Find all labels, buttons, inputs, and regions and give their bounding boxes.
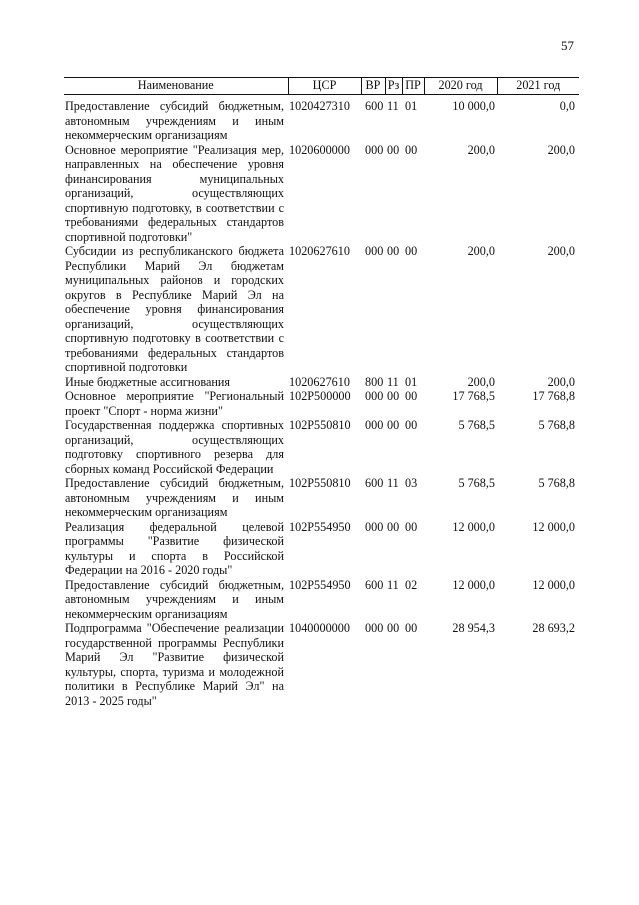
row-csr: 1020627610 xyxy=(289,244,350,258)
row-2021: 5 768,8 xyxy=(538,418,575,432)
row-2020: 17 768,5 xyxy=(452,389,495,403)
table-row xyxy=(64,244,579,375)
row-2021: 17 768,8 xyxy=(532,389,575,403)
page-number: 57 xyxy=(561,38,574,53)
row-vr: 600 xyxy=(365,476,384,490)
row-name: Предоставление субсидий бюджетным, автономным учреждениям и иным некоммерческим организациям xyxy=(65,476,284,519)
row-name: Субсидии из республиканского бюджета Республики Марий Эл бюджетам муниципальных районов и городских округов в Республике Марий Эл на обеспечение уровня финансирования организаций, осуществляющих спортивную подготовку в соответствии с требованиями федеральных стандартов спортивной подготовки xyxy=(65,244,284,374)
row-csr: 102P554950 xyxy=(289,577,351,592)
table-row xyxy=(64,95,579,143)
row-csr: 102P500000 xyxy=(289,389,351,403)
header-name: Наименование xyxy=(64,78,288,95)
row-csr: 1020600000 xyxy=(289,142,350,157)
header-vr: ВР xyxy=(361,78,385,95)
table-body xyxy=(64,95,579,709)
row-2021: 28 693,2 xyxy=(532,621,575,635)
row-vr: 000 xyxy=(365,519,384,534)
row-pr: 00 xyxy=(405,142,418,157)
row-pr: 01 xyxy=(405,374,418,389)
row-2020: 200,0 xyxy=(467,142,495,157)
row-2020: 12 000,0 xyxy=(452,519,495,534)
row-vr: 600 xyxy=(365,99,384,113)
table-header-row xyxy=(64,78,579,95)
table-row xyxy=(64,621,579,708)
header-pr: ПР xyxy=(402,78,424,95)
row-pr: 01 xyxy=(405,99,418,113)
row-rz: 00 xyxy=(387,142,400,157)
row-vr: 000 xyxy=(365,244,384,258)
row-vr: 600 xyxy=(365,577,384,592)
row-vr: 000 xyxy=(365,621,384,635)
row-2021: 12 000,0 xyxy=(532,519,575,534)
table-row xyxy=(64,476,579,520)
row-2020: 5 768,5 xyxy=(458,476,495,490)
table-row xyxy=(64,375,579,390)
table-row xyxy=(64,389,579,418)
header-2021: 2021 год xyxy=(497,78,579,95)
table-row xyxy=(64,418,579,476)
header-csr: ЦСР xyxy=(288,78,361,95)
row-vr: 800 xyxy=(365,374,384,389)
row-2021: 200,0 xyxy=(547,374,575,389)
row-2021: 0,0 xyxy=(559,99,575,113)
row-name: Реализация федеральной целевой программы "Развитие физической культуры и спорта в Российской Федерации на 2016 - 2020 годы" xyxy=(65,519,284,577)
row-2020: 200,0 xyxy=(467,374,495,389)
row-vr: 000 xyxy=(365,418,384,432)
row-name: Основное мероприятие "Региональный проект "Спорт - норма жизни" xyxy=(65,389,284,418)
row-pr: 00 xyxy=(405,621,418,635)
row-pr: 00 xyxy=(405,519,418,534)
row-name: Основное мероприятие "Реализация мер, направленных на обеспечение уровня финансирования муниципальных организаций, осуществляющих спортивную подготовку, в соответствии с требованиями федеральных стандартов спортивной подготовки" xyxy=(65,142,284,244)
row-vr: 000 xyxy=(365,142,384,157)
table-row xyxy=(64,143,579,245)
row-pr: 02 xyxy=(405,577,418,592)
header-2020: 2020 год xyxy=(424,78,497,95)
row-csr: 102P550810 xyxy=(289,476,351,490)
row-name: Иные бюджетные ассигнования xyxy=(65,374,231,389)
row-2020: 10 000,0 xyxy=(452,99,495,113)
row-pr: 00 xyxy=(405,418,418,432)
row-pr: 03 xyxy=(405,476,418,490)
row-2020: 5 768,5 xyxy=(458,418,495,432)
row-2021: 5 768,8 xyxy=(538,476,575,490)
row-csr: 1020427310 xyxy=(289,99,350,113)
row-2021: 12 000,0 xyxy=(532,577,575,592)
row-rz: 00 xyxy=(387,519,400,534)
row-rz: 00 xyxy=(387,244,400,258)
row-name: Предоставление субсидий бюджетным, автономным учреждениям и иным некоммерческим организациям xyxy=(65,99,284,142)
table-row xyxy=(64,578,579,622)
row-csr: 1040000000 xyxy=(289,621,350,635)
row-name: Государственная поддержка спортивных организаций, осуществляющих подготовку спортивного резерва для сборных команд Российской Федерации xyxy=(65,418,284,476)
row-2021: 200,0 xyxy=(547,244,575,258)
row-csr: 1020627610 xyxy=(289,374,350,389)
row-rz: 11 xyxy=(387,374,399,389)
row-csr: 102P550810 xyxy=(289,418,351,432)
table-row xyxy=(64,520,579,578)
row-2020: 28 954,3 xyxy=(452,621,495,635)
row-2021: 200,0 xyxy=(547,142,575,157)
budget-table xyxy=(64,77,579,708)
row-rz: 00 xyxy=(387,389,400,403)
row-rz: 00 xyxy=(387,418,400,432)
row-rz: 11 xyxy=(387,577,399,592)
row-rz: 11 xyxy=(387,99,399,113)
row-name: Предоставление субсидий бюджетным, автономным учреждениям и иным некоммерческим организациям xyxy=(65,577,284,621)
row-rz: 00 xyxy=(387,621,400,635)
row-rz: 11 xyxy=(387,476,399,490)
row-2020: 12 000,0 xyxy=(452,577,495,592)
row-2020: 200,0 xyxy=(467,244,495,258)
row-name: Подпрограмма "Обеспечение реализации государственной программы Республики Марий Эл "Развитие физической культуры, спорта, туризма и молодежной политики в Республике Марий Эл" на 2013 - 2025 годы" xyxy=(65,621,284,708)
row-vr: 000 xyxy=(365,389,384,403)
header-rz: Рз xyxy=(385,78,402,95)
row-pr: 00 xyxy=(405,389,418,403)
row-pr: 00 xyxy=(405,244,418,258)
row-csr: 102P554950 xyxy=(289,519,351,534)
